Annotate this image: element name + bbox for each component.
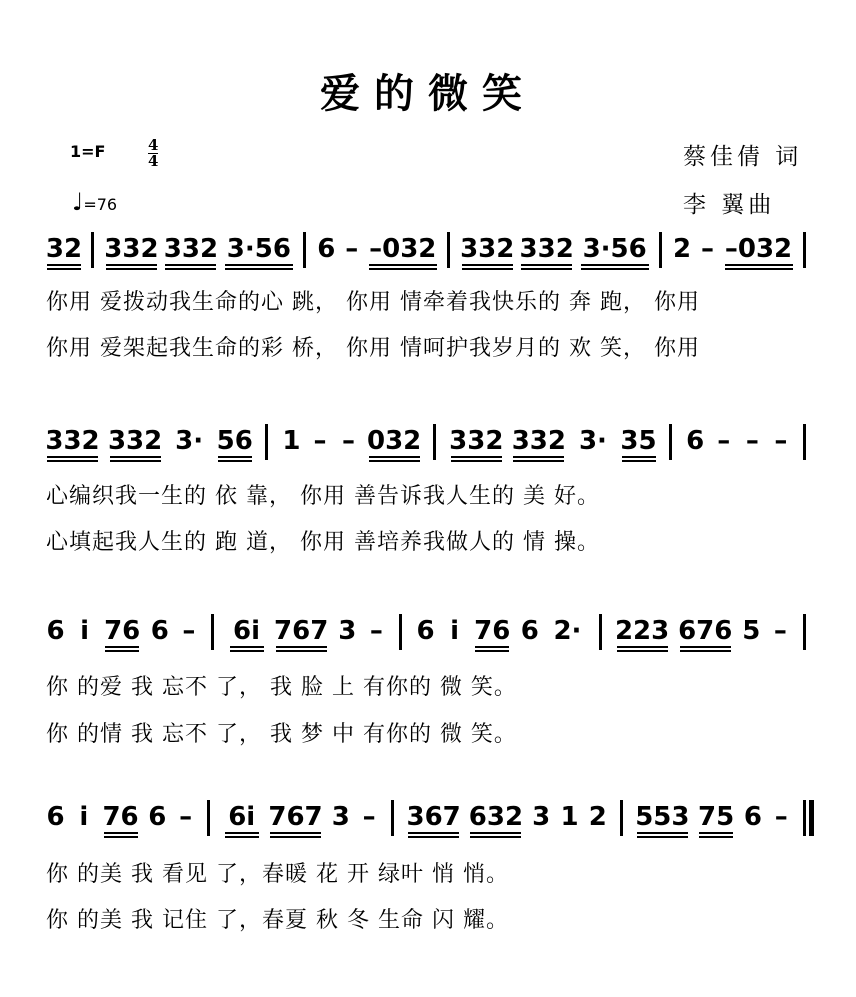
note-group: 3·56	[582, 234, 647, 264]
beam-underline	[680, 646, 731, 648]
barline	[91, 232, 94, 268]
note-group: 6	[46, 802, 65, 832]
time-signature-bottom: 4	[148, 152, 159, 170]
note-group: 3	[338, 616, 357, 646]
barline	[265, 424, 268, 460]
beam-underline	[106, 264, 157, 266]
tempo-marking	[72, 188, 117, 216]
beam-underline	[451, 456, 502, 458]
beam-underline	[225, 832, 259, 834]
lyricist-credit: 蔡佳倩 词	[683, 144, 803, 170]
note-group: 223	[614, 616, 670, 646]
note-group: 367	[406, 802, 461, 832]
lyric-line-4-1: 你 的美 我 看见 了，春暖 花 开 绿叶 悄 悄。	[46, 862, 509, 887]
note-group: 3	[331, 802, 350, 832]
barline	[399, 614, 402, 650]
lyric-line-3-1: 你 的爱 我 忘不 了， 我 脸 上 有你的 微 笑。	[46, 675, 517, 700]
beam-underline	[369, 460, 420, 462]
beam-underline	[104, 832, 138, 834]
note-group: 332	[449, 426, 504, 456]
beam-underline	[276, 650, 327, 652]
beam-underline	[617, 646, 668, 648]
note-group: 5	[742, 616, 761, 646]
lyric-line-2-2: 心填起我人生的 跑 道， 你用 善培养我做人的 情 操。	[46, 530, 600, 555]
note-group: 6i	[228, 802, 256, 832]
time-signature-top: 4	[148, 136, 159, 154]
note-group: 6	[743, 802, 762, 832]
note-group: –	[745, 426, 759, 456]
barline	[447, 232, 450, 268]
note-group: 76	[102, 802, 139, 832]
beam-underline	[699, 836, 733, 838]
song-title: 爱的微笑	[320, 71, 536, 117]
beam-underline	[104, 836, 138, 838]
beam-underline	[451, 460, 502, 462]
note-group: –	[182, 616, 196, 646]
beam-underline	[165, 268, 216, 270]
beam-underline	[230, 646, 264, 648]
final-barline	[809, 800, 814, 836]
final-barline	[803, 800, 806, 836]
beam-underline	[475, 646, 509, 648]
note-group: 632	[468, 802, 524, 832]
note-group: 1	[282, 426, 301, 456]
time-signature	[148, 138, 158, 169]
quarter-note-icon: ♩	[72, 188, 84, 216]
beam-underline	[225, 264, 293, 266]
note-group: –	[345, 234, 359, 264]
note-group: 6	[416, 616, 435, 646]
note-group: 676	[678, 616, 733, 646]
beam-underline	[270, 836, 321, 838]
note-group: 6	[150, 616, 169, 646]
barline	[207, 800, 210, 836]
note-group: 332	[45, 426, 100, 456]
barline	[391, 800, 394, 836]
beam-underline	[218, 456, 252, 458]
barline	[211, 614, 214, 650]
note-group: 332	[107, 426, 163, 456]
beam-underline	[110, 456, 161, 458]
note-group: 553	[635, 802, 690, 832]
beam-underline	[475, 650, 509, 652]
note-group: i	[79, 802, 89, 832]
beam-underline	[270, 832, 321, 834]
score-line-4	[0, 800, 856, 840]
beam-underline	[581, 268, 649, 270]
barline	[659, 232, 662, 268]
beam-underline	[276, 646, 327, 648]
note-group: –	[313, 426, 327, 456]
note-group: i	[80, 616, 90, 646]
note-group: 3·56	[226, 234, 291, 264]
key-signature: 1=F	[70, 142, 106, 161]
lyric-line-1-2: 你用 爱架起我生命的彩 桥， 你用 情呵护我岁月的 欢 笑， 你用	[46, 336, 700, 361]
beam-underline	[225, 836, 259, 838]
beam-underline	[462, 264, 513, 266]
beam-underline	[637, 832, 688, 834]
note-group: 76	[474, 616, 511, 646]
beam-underline	[106, 268, 157, 270]
beam-underline	[581, 264, 649, 266]
note-group: 2	[588, 802, 607, 832]
beam-underline	[617, 650, 668, 652]
note-group: 332	[511, 426, 566, 456]
beam-underline	[521, 264, 572, 266]
lyric-line-2-1: 心编织我一生的 依 靠， 你用 善告诉我人生的 美 好。	[46, 484, 600, 509]
lyric-line-3-2: 你 的情 我 忘不 了， 我 梦 中 有你的 微 笑。	[46, 722, 517, 747]
barline	[303, 232, 306, 268]
note-group: 332	[104, 234, 159, 264]
note-group: 56	[216, 426, 253, 456]
note-group: 032	[366, 426, 422, 456]
beam-underline	[680, 650, 731, 652]
lyric-line-4-2: 你 的美 我 记住 了，春夏 秋 冬 生命 闪 耀。	[46, 908, 509, 933]
note-group: 6	[686, 426, 705, 456]
tempo-value: =76	[83, 195, 118, 214]
beam-underline	[218, 460, 252, 462]
score-line-1	[0, 232, 856, 272]
score-line-3	[0, 614, 856, 654]
note-group: –	[774, 802, 788, 832]
beam-underline	[110, 460, 161, 462]
beam-underline	[408, 836, 459, 838]
beam-underline	[513, 456, 564, 458]
note-group: 75	[698, 802, 735, 832]
note-group: 1	[560, 802, 579, 832]
beam-underline	[513, 460, 564, 462]
note-group: 767	[274, 616, 329, 646]
beam-underline	[725, 264, 793, 266]
note-group: –	[362, 802, 376, 832]
note-group: 2·	[553, 616, 582, 646]
note-group: 3·	[175, 426, 204, 456]
beam-underline	[105, 650, 139, 652]
note-group: –032	[369, 234, 437, 264]
beam-underline	[165, 264, 216, 266]
note-group: 332	[519, 234, 574, 264]
note-group: 332	[163, 234, 219, 264]
note-group: 6	[46, 616, 65, 646]
barline	[599, 614, 602, 650]
beam-underline	[462, 268, 513, 270]
note-group: 3	[532, 802, 551, 832]
beam-underline	[622, 456, 656, 458]
barline	[669, 424, 672, 460]
lyric-line-1-1: 你用 爱拨动我生命的心 跳， 你用 情牵着我快乐的 奔 跑， 你用	[46, 290, 700, 315]
composer-credit: 李 翼曲	[683, 192, 776, 218]
beam-underline	[47, 456, 98, 458]
note-group: 767	[268, 802, 323, 832]
beam-underline	[225, 268, 293, 270]
beam-underline	[369, 456, 420, 458]
beam-underline	[369, 264, 437, 266]
note-group: i	[450, 616, 460, 646]
note-group: –	[369, 616, 383, 646]
barline	[803, 424, 806, 460]
barline	[620, 800, 623, 836]
beam-underline	[470, 836, 521, 838]
note-group: –	[717, 426, 731, 456]
score-line-2	[0, 424, 856, 464]
note-group: 6	[148, 802, 167, 832]
note-group: 35	[620, 426, 657, 456]
beam-underline	[369, 268, 437, 270]
note-group: 6i	[233, 616, 261, 646]
note-group: 6	[317, 234, 336, 264]
beam-underline	[622, 460, 656, 462]
note-group: 332	[460, 234, 515, 264]
beam-underline	[637, 836, 688, 838]
note-group: 32	[45, 234, 83, 264]
beam-underline	[47, 264, 81, 266]
note-group: –	[179, 802, 193, 832]
beam-underline	[521, 268, 572, 270]
note-group: –032	[724, 234, 793, 264]
barline	[803, 232, 806, 268]
beam-underline	[47, 460, 98, 462]
note-group: 3·	[578, 426, 607, 456]
beam-underline	[470, 832, 521, 834]
beam-underline	[699, 832, 733, 834]
note-group: –	[701, 234, 715, 264]
beam-underline	[230, 650, 264, 652]
note-group: 6	[520, 616, 539, 646]
beam-underline	[105, 646, 139, 648]
note-group: –	[342, 426, 356, 456]
note-group: –	[774, 426, 788, 456]
barline	[433, 424, 436, 460]
beam-underline	[47, 268, 81, 270]
barline	[803, 614, 806, 650]
beam-underline	[408, 832, 459, 834]
beam-underline	[725, 268, 793, 270]
note-group: –	[773, 616, 787, 646]
note-group: 76	[104, 616, 141, 646]
note-group: 2	[673, 234, 692, 264]
